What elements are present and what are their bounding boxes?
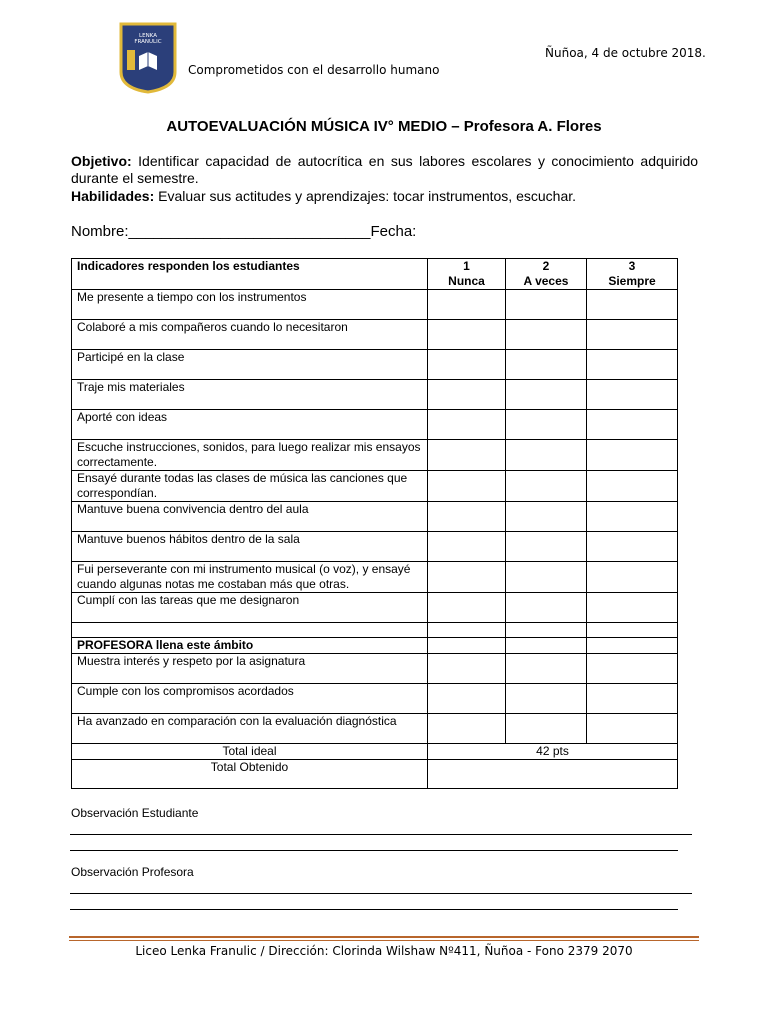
score-cell-3[interactable]	[587, 502, 678, 532]
student-observation-label: Observación Estudiante	[71, 806, 199, 820]
score-cell-2[interactable]	[506, 290, 587, 320]
score-cell-3[interactable]	[587, 471, 678, 502]
objective-paragraph	[71, 153, 698, 186]
evaluation-table	[71, 258, 678, 789]
school-logo	[117, 22, 179, 94]
score-cell-2[interactable]	[506, 350, 587, 380]
score-cell-1[interactable]	[428, 684, 506, 714]
logo-text-line1: LENKA	[139, 33, 157, 39]
indicator-text: Cumplí con las tareas que me designaron	[72, 593, 428, 623]
score-cell-1[interactable]	[428, 654, 506, 684]
teacher-observation-label: Observación Profesora	[71, 865, 194, 879]
score-cell-2[interactable]	[506, 532, 587, 562]
name-field[interactable]: _____________________________	[128, 223, 371, 240]
indicator-text: Aporté con ideas	[72, 410, 428, 440]
name-date-line	[71, 223, 416, 240]
score-cell-1[interactable]	[428, 320, 506, 350]
table-row	[72, 410, 678, 440]
score-cell-2[interactable]	[506, 471, 587, 502]
score-cell-1[interactable]	[428, 532, 506, 562]
total-ideal-value: 42 pts	[428, 744, 678, 760]
document-date: Ñuñoa, 4 de octubre 2018.	[545, 46, 706, 60]
score-cell-3[interactable]	[587, 684, 678, 714]
skills-text: Evaluar sus actitudes y aprendizajes: tocar instrumentos, escuchar.	[158, 188, 577, 204]
page-title: AUTOEVALUACIÓN MÚSICA IV° MEDIO – Profesora A. Flores	[166, 118, 602, 135]
indicator-text: Fui perseverante con mi instrumento musical (o voz), y ensayé cuando algunas notas me costaban más que otras.	[72, 562, 428, 593]
score-cell-3[interactable]	[587, 714, 678, 744]
col-aveces-number: 2	[542, 259, 550, 273]
score-cell-3[interactable]	[587, 593, 678, 623]
table-row	[72, 684, 678, 714]
name-label: Nombre:	[71, 223, 129, 240]
score-cell-1[interactable]	[428, 714, 506, 744]
footer-rule-thin	[69, 940, 699, 941]
indicator-text: Muestra interés y respeto por la asignatura	[72, 654, 428, 684]
score-cell-1[interactable]	[428, 350, 506, 380]
score-cell-2[interactable]	[506, 502, 587, 532]
objective-label: Objetivo:	[71, 153, 132, 169]
score-cell-1[interactable]	[428, 290, 506, 320]
score-cell-2[interactable]	[506, 440, 587, 471]
table-row	[72, 532, 678, 562]
col-siempre-header	[587, 259, 678, 290]
score-cell-1[interactable]	[428, 440, 506, 471]
score-cell-3[interactable]	[587, 562, 678, 593]
score-cell-2[interactable]	[506, 320, 587, 350]
indicator-header: Indicadores responden los estudiantes	[72, 259, 428, 290]
score-cell-3[interactable]	[587, 320, 678, 350]
score-cell-3[interactable]	[587, 654, 678, 684]
col-nunca-header	[428, 259, 506, 290]
indicator-text: Colaboré a mis compañeros cuando lo necesitaron	[72, 320, 428, 350]
table-row	[72, 440, 678, 471]
score-cell-2[interactable]	[506, 562, 587, 593]
teacher-observation-line-2[interactable]	[70, 909, 678, 910]
score-cell-3[interactable]	[587, 410, 678, 440]
score-cell-2[interactable]	[506, 380, 587, 410]
table-row	[72, 654, 678, 684]
score-cell-1[interactable]	[428, 593, 506, 623]
indicator-text: Participé en la clase	[72, 350, 428, 380]
score-cell-2[interactable]	[506, 654, 587, 684]
total-obtained-value[interactable]	[428, 760, 678, 789]
score-cell-3[interactable]	[587, 380, 678, 410]
indicator-text: Ensayé durante todas las clases de música las canciones que correspondían.	[72, 471, 428, 502]
score-cell-3[interactable]	[587, 440, 678, 471]
score-cell-1[interactable]	[428, 471, 506, 502]
table-row	[72, 502, 678, 532]
score-cell-2[interactable]	[506, 684, 587, 714]
score-cell-2[interactable]	[506, 410, 587, 440]
col-siempre-label: Siempre	[608, 274, 656, 288]
col-aveces-header	[506, 259, 587, 290]
student-observation-line-2[interactable]	[70, 850, 678, 851]
indicator-text: Me presente a tiempo con los instrumentos	[72, 290, 428, 320]
table-row	[72, 471, 678, 502]
total-ideal-row	[72, 744, 678, 760]
indicator-text: Escuche instrucciones, sonidos, para luego realizar mis ensayos correctamente.	[72, 440, 428, 471]
col-aveces-label: A veces	[523, 274, 569, 288]
score-cell-3[interactable]	[587, 532, 678, 562]
total-ideal-label: Total ideal	[72, 744, 428, 760]
logo-text-line2: FRANULIC	[134, 39, 162, 45]
score-cell-1[interactable]	[428, 562, 506, 593]
table-row	[72, 320, 678, 350]
teacher-section-header: PROFESORA llena este ámbito	[72, 638, 428, 654]
table-row	[72, 290, 678, 320]
table-row	[72, 562, 678, 593]
total-obtained-row	[72, 760, 678, 789]
indicator-text: Mantuve buenos hábitos dentro de la sala	[72, 532, 428, 562]
table-row	[72, 714, 678, 744]
indicator-text: Cumple con los compromisos acordados	[72, 684, 428, 714]
table-spacer-row	[72, 623, 678, 638]
student-observation-line-1[interactable]	[70, 834, 692, 835]
score-cell-3[interactable]	[587, 350, 678, 380]
total-obtained-label: Total Obtenido	[72, 760, 428, 789]
skills-label: Habilidades:	[71, 188, 155, 204]
school-slogan: Comprometidos con el desarrollo humano	[188, 63, 440, 77]
table-row	[72, 380, 678, 410]
indicator-text: Mantuve buena convivencia dentro del aula	[72, 502, 428, 532]
skills-paragraph	[71, 188, 576, 204]
score-cell-1[interactable]	[428, 502, 506, 532]
indicator-text: Ha avanzado en comparación con la evaluación diagnóstica	[72, 714, 428, 744]
table-header-row	[72, 259, 678, 290]
col-nunca-number: 1	[463, 259, 470, 273]
table-row	[72, 350, 678, 380]
teacher-observation-line-1[interactable]	[70, 893, 692, 894]
table-row	[72, 593, 678, 623]
score-cell-1[interactable]	[428, 380, 506, 410]
footer-rule	[69, 936, 699, 938]
col-nunca-label: Nunca	[448, 274, 485, 288]
score-cell-2[interactable]	[506, 593, 587, 623]
objective-text: Identificar capacidad de autocrítica en sus labores escolares y conocimiento adquirido durante el semestre.	[71, 153, 699, 186]
score-cell-2[interactable]	[506, 714, 587, 744]
teacher-section-row	[72, 638, 678, 654]
footer-address: Liceo Lenka Franulic / Dirección: Clorinda Wilshaw Nº411, Ñuñoa - Fono 2379 2070	[135, 944, 633, 958]
date-label: Fecha:	[370, 223, 417, 240]
indicator-text: Traje mis materiales	[72, 380, 428, 410]
score-cell-3[interactable]	[587, 290, 678, 320]
score-cell-1[interactable]	[428, 410, 506, 440]
col-siempre-number: 3	[628, 259, 636, 273]
